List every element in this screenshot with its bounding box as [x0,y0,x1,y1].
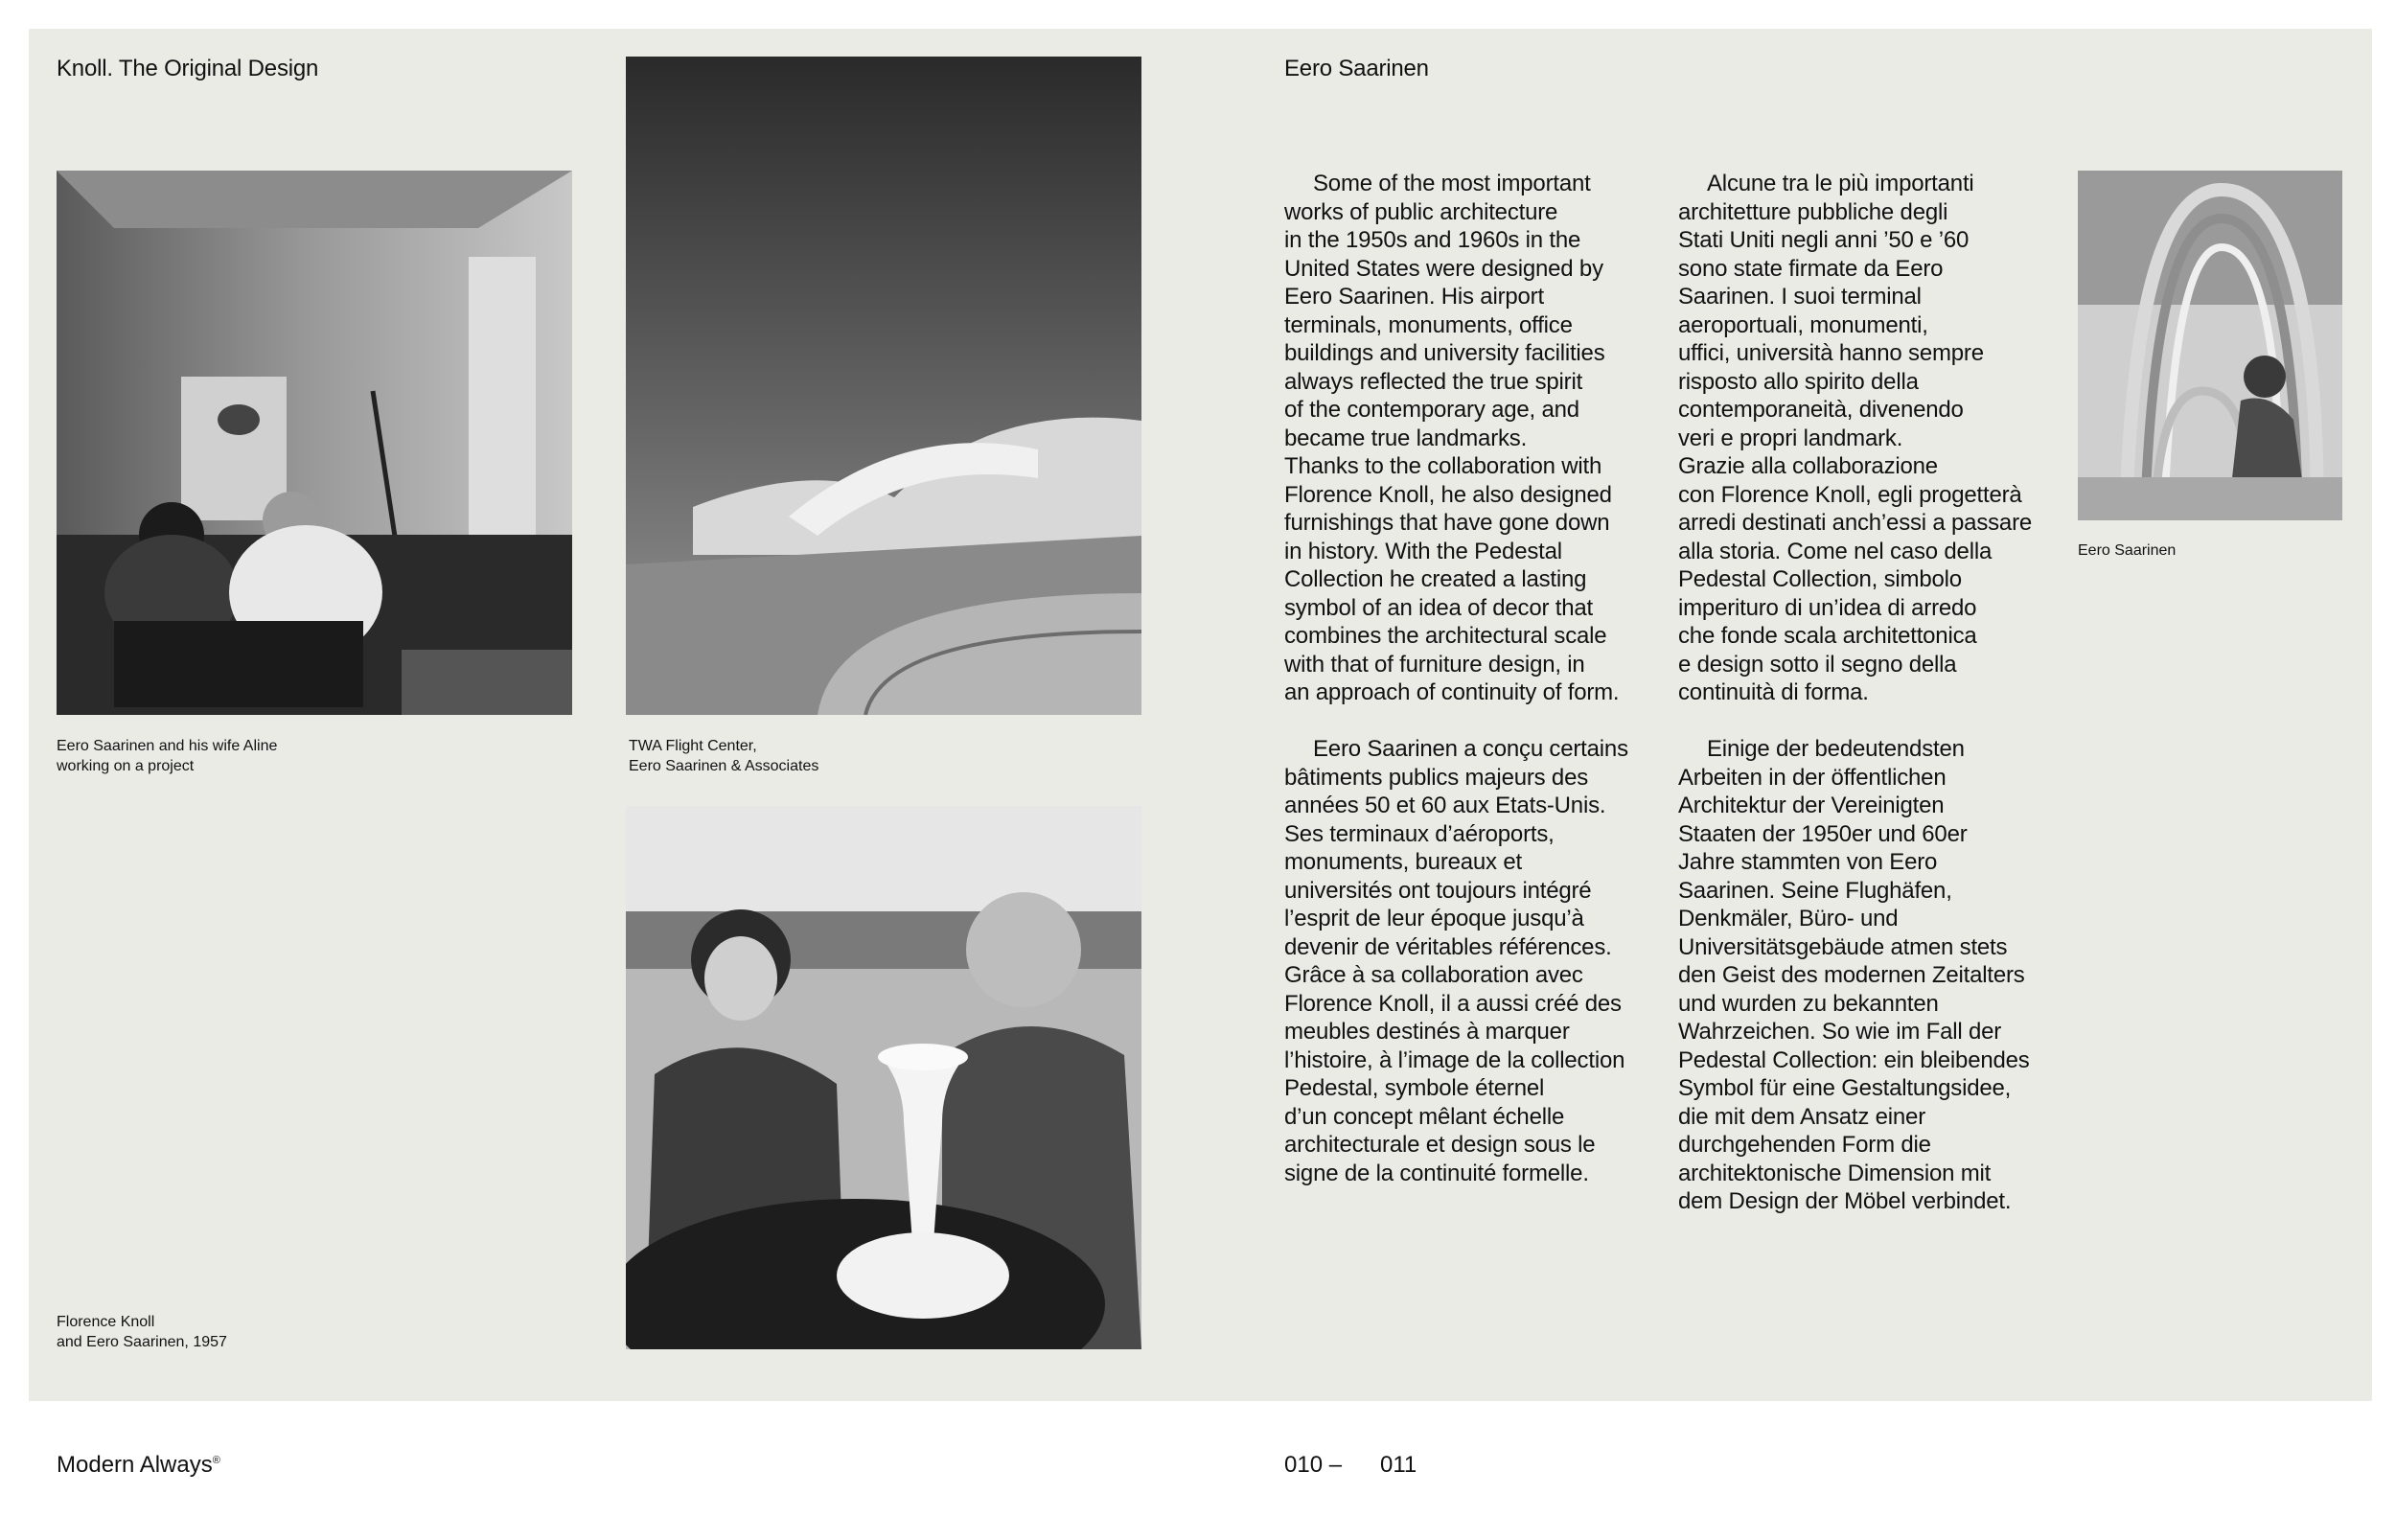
page-number-right: 011 [1380,1452,1417,1478]
caption-saarinen-portrait: Eero Saarinen [2078,542,2177,559]
photo-saarinen-and-aline [57,171,572,715]
caption-florence-knoll-and-saarinen: Florence Knoll and Eero Saarinen, 1957 [57,1314,227,1350]
photo-saarinen-portrait [2078,171,2342,520]
paragraph-french: Eero Saarinen a conçu certains bâtiments publics majeurs des années 50 et 60 aux Etats-Unis. Ses terminaux d’aéroports, monuments, bureaux et universités ont toujours intégré l’esprit de leur époque jusqu’à devenir de véritables références. Grâce à sa collaboration avec Florence Knoll, il a aussi créé des meubles destinés à marquer l’histoire, à l’image de la collection Pedestal, symbole éternel d’un concept mêlant échelle architecturale et design sous le signe de la continuité formelle. [1284,736,1628,1186]
paragraph-italian: Alcune tra le più importanti architetture pubbliche degli Stati Uniti negli anni ’50 e ’60 sono state firmate da Eero Saarinen. I suoi terminal aeroportuali, monumenti, uffici, università hanno sempre risposto allo spirito della contemporaneità, divenendo veri e propri landmark. Grazie alla collaborazione con Florence Knoll, egli progetterà arredi destinati anch’essi a passare alla storia. Come nel caso della Pedestal Collection, simbolo imperituro di un’idea di arredo che fonde scala architettonica e design sotto il segno della continuità di forma. [1678,171,2033,705]
left-page-title: Knoll. The Original Design [57,56,319,81]
right-page-title: Eero Saarinen [1284,56,1429,81]
footer-brand [57,1451,220,1480]
book-spread [29,29,2372,1401]
caption-twa-flight-center: TWA Flight Center, Eero Saarinen & Associates [629,738,819,774]
text-column-en-fr [1284,170,1658,1216]
photo-twa-flight-center [626,57,1141,715]
caption-saarinen-and-aline: Eero Saarinen and his wife Aline working on a project [57,738,278,774]
registered-mark: ® [212,1455,220,1466]
page-number-left: 010 – [1284,1452,1343,1478]
brand-name: Modern Always [57,1452,213,1478]
text-column-it-de [1678,170,2071,1244]
paragraph-german: Einige der bedeutendsten Arbeiten in der öffentlichen Architektur der Vereinigten Staaten der 1950er und 60er Jahre stammten von Eero Saarinen. Seine Flughäfen, Denkmäler, Büro- und Universitätsgebäude atmen stets den Geist des modernen Zeitalters und wurden zu bekannten Wahrzeichen. So wie im Fall der Pedestal Collection: ein bleibendes Symbol für eine Gestaltungsidee, die mit dem Ansatz einer durchgehenden Form die architektonische Dimension mit dem Design der Möbel verbindet. [1678,736,2030,1214]
paragraph-english: Some of the most important works of public architecture in the 1950s and 1960s in the United States were designed by Eero Saarinen. His airport terminals, monuments, office buildings and university facilities always reflected the true spirit of the contemporary age, and became true landmarks. Thanks to the collaboration with Florence Knoll, he also designed furnishings that have gone down in history. With the Pedestal Collection he created a lasting symbol of an idea of decor that combines the architectural scale with that of furniture design, in an approach of continuity of form. [1284,171,1620,705]
photo-florence-knoll-and-saarinen [626,806,1141,1349]
